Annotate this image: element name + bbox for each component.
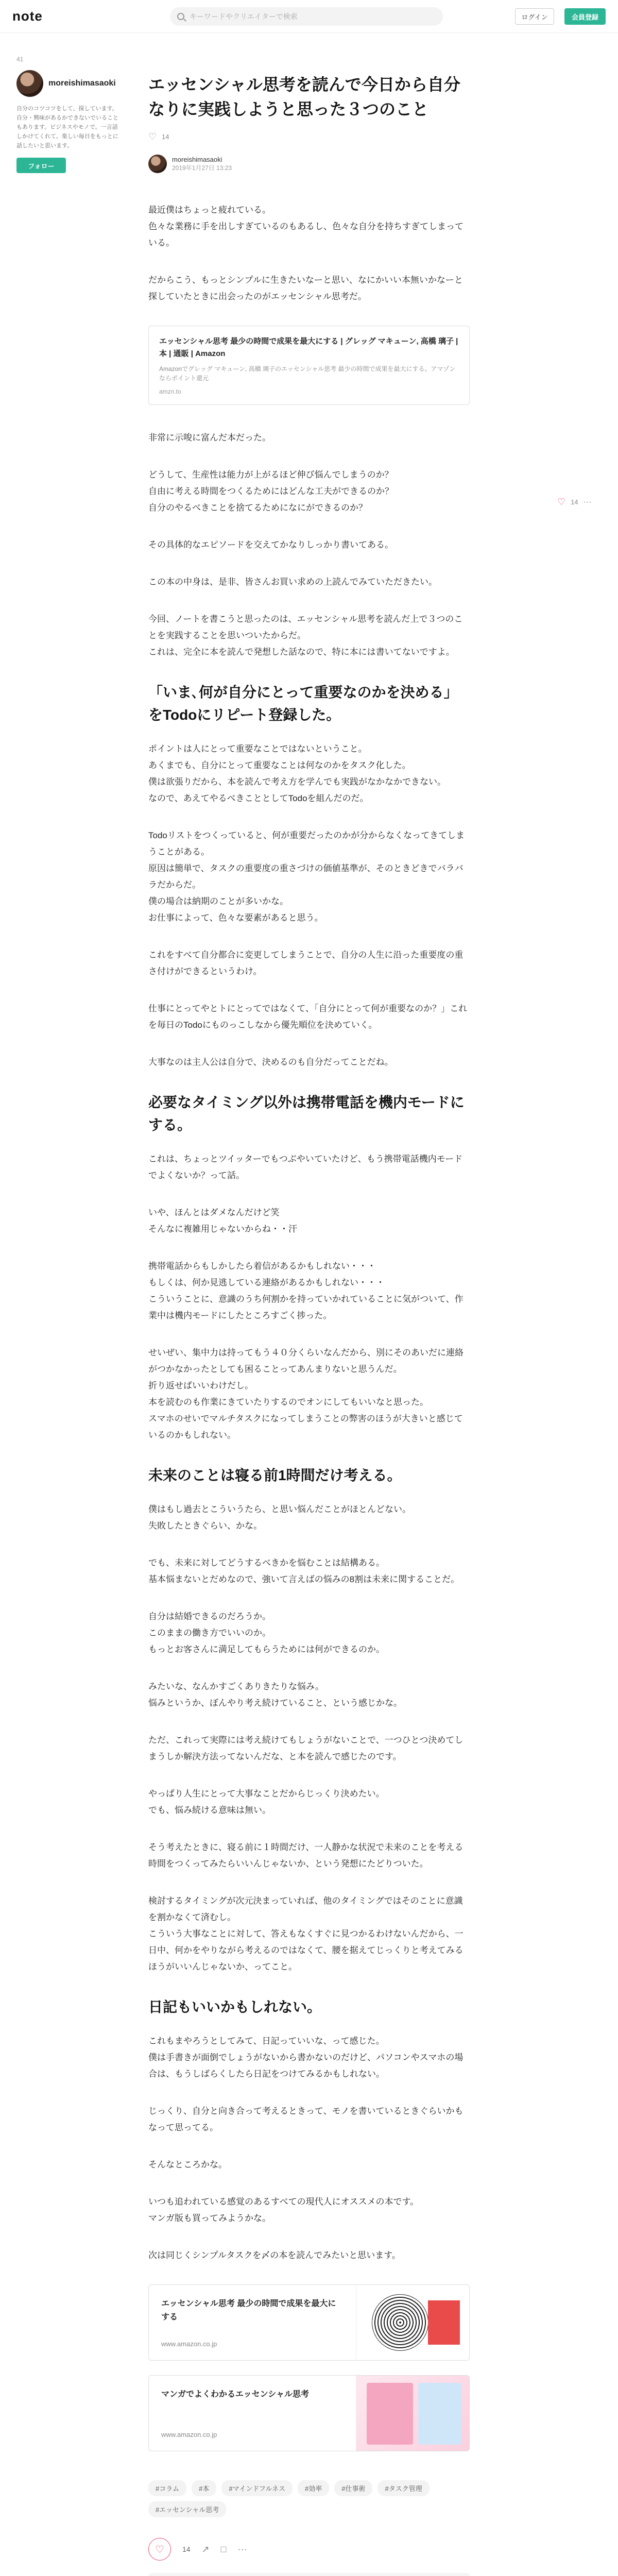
sidebar-follow-button[interactable]: フォロー [16,158,66,173]
floating-more-icon[interactable]: ··· [583,497,592,506]
floating-heart-icon[interactable]: ♡ [557,497,566,507]
link-card[interactable] [148,2375,470,2451]
paragraph: 非常に示唆に富んだ本だった。 [148,433,271,443]
paragraph: 自分は結婚できるのだろうか。 このままの働き方でいいのか。 もっとお客さんに満足してもらうためには何ができるのか。 [148,1612,385,1654]
embed-title[interactable]: エッセンシャル思考 最少の時間で成果を最大にする | グレッグ マキューン, 高橋 璃子 |本 | 通販 | Amazon [159,337,458,358]
embed-desc: Amazonでグレッグ マキューン, 高橋 璃子のエッセンシャル思考 最少の時間で成果を最大にする。アマゾンならポイント還元 [159,365,456,382]
sidebar-author-row[interactable] [16,70,119,97]
paragraph: 僕はもし過去とこういうたら、と思い悩んだことがほとんどない。 失敗したときぐらい、かな。 [148,1504,411,1531]
like-count: 14 [162,132,169,141]
login-button[interactable]: ログイン [515,8,554,25]
comment-icon[interactable]: □ [220,2544,227,2554]
link-card-title[interactable]: エッセンシャル思考 最少の時間で成果を最大にする [161,2299,336,2321]
paragraph: そう考えたときに、寝る前に１時間だけ、一人静かな状況で未来のことを考える時間をつくってみたらいいんじゃないか、という発想にたどりついた。 [148,1842,464,1869]
embed-domain: amzn.to [159,388,181,395]
signup-button[interactable]: 会員登録 [564,8,606,25]
heart-icon: ♡ [155,2544,164,2555]
byline-date: 2019年1月27日 13:23 [172,164,232,172]
paragraph: その具体的なエピソードを交えてかなりしっかり書いてある。 [148,540,393,550]
tag[interactable]: #効率 [298,2480,329,2496]
more-icon[interactable]: ··· [237,2544,247,2554]
search-input[interactable] [190,12,436,21]
search-icon [177,13,184,20]
section-heading: 必要なタイミング以外は携帯電話を機内モードにする。 [148,1094,465,1133]
sidebar-author-name[interactable]: moreishimasaoki [48,79,116,88]
paragraph: 仕事にとってやとトにとってではなくて、「自分にとって何が重要なのか？」これを毎日のTodoにものっこしなから優先順位を決めていく。 [148,1004,468,1030]
paragraph: そんなところかな。 [148,2160,227,2170]
manga-cover-image [356,2376,469,2451]
paragraph: この本の中身は、是非、皆さんお買い求めの上読んでみていただきたい。 [148,577,437,587]
tag-list [148,2480,470,2517]
paragraph: 今回、ノートを書こうと思ったのは、エッセンシャル思考を読んだ上で３つのことを実践することを思いついたからだ。 これは、完全に本を読んで発想した話なので、特に本には書いてないですよ。 [148,614,463,657]
paragraph: 大事なのは主人公は自分で、決めるのも自分だってことだね。 [148,1057,393,1067]
avatar[interactable] [16,70,43,97]
link-card-title[interactable]: マンガでよくわかるエッセンシャル思考 [161,2390,309,2399]
like-button[interactable] [148,2538,171,2561]
paragraph: これをすべて自分都合に変更してしまうことで、自分の人生に沿った重要度の重さ付けができるというわけ。 [148,950,464,976]
floating-actions [557,497,592,507]
like-count: 14 [182,2545,191,2553]
article-title: エッセンシャル思考を読んで今日から自分なりに実践しようと思った３つのこと [148,75,460,118]
paragraph: これは、ちょっとツイッターでもつぶやいていたけど、もう携帯電話機内モードでよくないか？って話。 [148,1154,463,1180]
share-icon[interactable]: ↗ [201,2544,210,2554]
avatar[interactable] [148,155,167,173]
byline [148,155,470,173]
like-row [148,132,470,141]
tag[interactable]: #コラム [148,2480,186,2496]
support-box [148,2573,470,2576]
paragraph: じっくり、自分と向き合って考えるときって、モノを書いているときぐらいかもなって思ってる。 [148,2106,464,2132]
link-card-domain: www.amazon.co.jp [161,2340,217,2348]
paragraph: どうして、生産性は能力が上がるほど伸び悩んでしまうのか？ 自由に考える時間をつくるためにはどんな工夫ができるのか？ 自分のやるべきことを捨てるためになにができるのか？ [148,470,393,513]
paragraph: いや、ほんとはダメなんだけど笑 そんなに複雑用じゃないからね・・汗 [148,1208,297,1234]
site-header [0,0,618,33]
tag[interactable]: #仕事術 [334,2480,372,2496]
section-heading: 日記もいいかもしれない。 [148,1999,322,2015]
book-cover-image [356,2285,469,2360]
paragraph: これもまやろうとしてみて、日記っていいな、って感じた。 僕は手書きが面倒でしょうがないから書かないのだけど、パソコンやスマホの場合は、もうしばらくしたら日記をつけてみるかもしれない。 [148,2036,464,2079]
article-actions [148,2538,470,2561]
paragraph: だからこう、もっとシンプルに生きたいなーと思い、なにかいい本無いかなーと探していたときに出会ったのがエッセンシャル思考だ。 [148,275,463,301]
paragraph: ポイントは人にとって重要なことではないということ。 あくまでも、自分にとって重要なことは何なのかをタスク化した。 僕は欲張りだから、本を読んで考え方を学んでも実践がなかなかできない。 なので、あえてやるべきこととしてTodoを組んだのだ。 [148,744,446,803]
floating-like-count: 14 [571,498,578,506]
search-bar[interactable] [170,7,443,26]
link-card[interactable] [148,2284,470,2361]
link-card-domain: www.amazon.co.jp [161,2431,217,2438]
paragraph: でも、未来に対してどうするべきかを悩むことは結構ある。 基本悩まないとだめなので、強いて言えばの悩みの8割は未来に関することだ。 [148,1558,460,1584]
paragraph: ただ、これって実際には考え続けてもしょうがないことで、一つひとつ決めてしまうしか解決方法ってないんだな、と本を読んで感じたのです。 [148,1735,464,1761]
tag[interactable]: #エッセンシャル思考 [148,2501,226,2517]
paragraph: 携帯電話からもしかしたら着信があるかもしれない・・・ もしくは、何か見逃している連絡があるかもしれない・・・ こういうことに、意識のうち何割かを持っていかれていることに気がついて、作業中は機内モードにしたところすごく捗った。 [148,1261,464,1320]
embed-card[interactable] [148,326,470,405]
sidebar-label: 41 [16,56,24,63]
paragraph: 最近僕はちょっと疲れている。 色々な業務に手を出しすぎているのもあるし、色々な自分を持ちすぎてしまっている。 [148,205,464,248]
byline-author[interactable]: moreishimasaoki [172,156,222,163]
tag[interactable]: #マインドフルネス [221,2480,293,2496]
sidebar-author [16,56,119,173]
paragraph: みたいな、なんかすごくありきたりな悩み。 悩みというか、ぼんやり考え続けていること、という感じかな。 [148,1682,402,1708]
paragraph: いつも追われている感覚のあるすべての現代人にオススメの本です。 マンガ版も買ってみようかな。 [148,2197,419,2223]
tag[interactable]: #本 [192,2480,216,2496]
section-heading: 「いま､何が自分にとって重要なのかを決める」をTodoにリピート登録した。 [148,684,458,723]
paragraph: せいぜい、集中力は持ってもう４０分くらいなんだから、別にそのあいだに連絡がつかなかったとしても困ることってあんまりないと思うんだ。 折り返せばいいわけだし。 本を読むのも作業にきていたりするのでオンにしてもいいなと思った。 スマホのせいでマルチタスクになってしまうことの弊害のほうが大きいと感じているのかもしれない。 [148,1348,464,1440]
paragraph: 検討するタイミングが次元決まっていれば、他のタイミングではそのことに意識を割かなくて済むし。 こういう大事なことに対して、答えもなくすぐに見つかるわけないんだから、一日中、何かをやりながら考えるのではなくて、腰を据えてじっくりと考えてみるほうがいいんじゃないか、ってこと。 [148,1896,464,1972]
heart-icon[interactable]: ♡ [148,131,157,142]
article [148,72,470,2576]
paragraph: 次は同じくシンプルタスクを〆の本を読んでみたいと思います。 [148,2250,401,2260]
section-heading: 未来のことは寝る前1時間だけ考える。 [148,1467,402,1483]
paragraph: やっぱり人生にとって大事なことだからじっくり決めたい。 でも、悩み続ける意味は無い。 [148,1789,385,1815]
tag[interactable]: #タスク管理 [377,2480,429,2496]
paragraph: Todoリストをつくっていると、何が重要だったのかが分からなくなってきてしまうことがある。 原因は簡単で、タスクの重要度の重さづけの価値基準が、そのときどきでバラバラだからだ。 僕の場合は納期のことが多いかな。 お仕事によって、色々な要素があると思う。 [148,831,465,923]
sidebar-bio: 自分のコツコツをして、探しています。自分・興味があるかできないでいることもあります。ビジネスやモノで。一言話しかけてくれて。楽しい毎日をもっとに話したいと思います。 [16,106,118,149]
note-logo[interactable]: note [12,8,43,24]
